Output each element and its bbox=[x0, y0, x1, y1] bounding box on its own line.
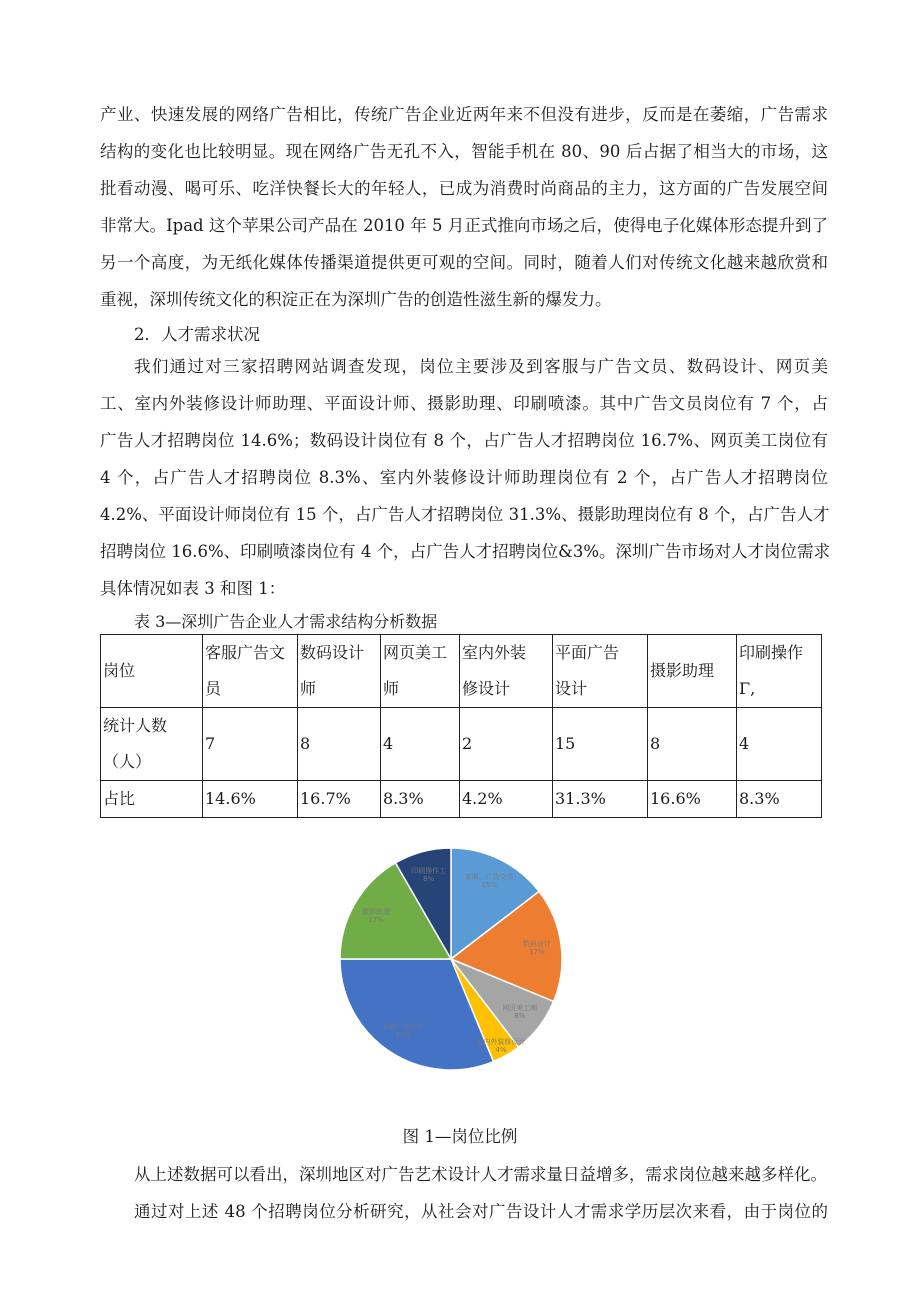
conclusion-line: 通过对上述 48 个招聘岗位分析研究，从社会对广告设计人才需求学历层次来看，由于岗位的 bbox=[134, 1202, 828, 1221]
table-cell: 统计人数 （人） bbox=[101, 708, 203, 781]
text-line: 非常大。Ipad 这个苹果公司产品在 2010 年 5 月正式推向市场之后，使得电子化媒体形态提升到了 bbox=[100, 216, 828, 235]
text-line: 另一个高度，为无纸化媒体传播渠道提供更可观的空间。同时，随着人们对传统文化越来越欣赏和 bbox=[100, 253, 828, 272]
table-cell: 4 bbox=[737, 708, 822, 781]
table-cell: 室内外装 修设计 bbox=[460, 635, 553, 708]
table-cell: 8 bbox=[648, 708, 737, 781]
table-cell: 印刷操作 Γ, bbox=[737, 635, 822, 708]
text-line: 我们通过对三家招聘网站调查发现，岗位主要涉及到客服与广告文员、数码设计、网页美 bbox=[134, 357, 828, 376]
text-line: 工、室内外装修设计师助理、平面设计师、摄影助理、印刷喷漆。其中广告文员岗位有 7 个，占 bbox=[100, 394, 828, 413]
table-cell: 2 bbox=[460, 708, 553, 781]
intro-paragraph bbox=[100, 96, 828, 318]
table-cell: 8.3% bbox=[737, 781, 822, 818]
table-cell: 8 bbox=[298, 708, 381, 781]
table-cell: 31.3% bbox=[553, 781, 648, 818]
survey-paragraph bbox=[100, 348, 831, 607]
table-cell: 15 bbox=[553, 708, 648, 781]
table-cell: 摄影助理 bbox=[648, 635, 737, 708]
text-line: 4 个，占广告人才招聘岗位 8.3%、室内外装修设计师助理岗位有 2 个，占广告人才招聘岗位 bbox=[100, 468, 828, 487]
table-cell: 网页美工 师 bbox=[381, 635, 460, 708]
table-cell: 14.6% bbox=[203, 781, 298, 818]
text-line: 具体情况如表 3 和图 1： bbox=[100, 579, 286, 598]
pie-chart bbox=[316, 820, 600, 1082]
section-heading: 2．人才需求状况 bbox=[134, 325, 260, 344]
pie-data-label: 数码设计 17% bbox=[522, 939, 551, 956]
pie-data-label: 客服、广告文员 15% bbox=[464, 873, 514, 890]
table-cell: 7 bbox=[203, 708, 298, 781]
table-cell: 4 bbox=[381, 708, 460, 781]
table-cell: 岗位 bbox=[101, 635, 203, 708]
text-line: 广告人才招聘岗位 14.6%；数码设计岗位有 8 个，占广告人才招聘岗位 16.7%、网页美工岗位有 bbox=[100, 431, 828, 450]
pie-data-label: 平面广告设计 31% bbox=[381, 1022, 424, 1039]
text-line: 招聘岗位 16.6%、印刷喷漆岗位有 4 个，占广告人才招聘岗位&3%。深圳广告市场对人才岗位需求 bbox=[100, 542, 831, 561]
table-cell: 客服广告文 员 bbox=[203, 635, 298, 708]
text-line: 结构的变化也比较明显。现在网络广告无孔不入，智能手机在 80、90 后占据了相当大的市场，这 bbox=[100, 142, 828, 161]
table-cell: 4.2% bbox=[460, 781, 553, 818]
pie-data-label: 摄影助理 17% bbox=[362, 907, 391, 924]
text-line: 产业、快速发展的网络广告相比，传统广告企业近两年来不但没有进步，反而是在萎缩，广告需求 bbox=[100, 105, 828, 124]
figure-caption: 图 1—岗位比例 bbox=[402, 1127, 518, 1146]
table-cell: 占比 bbox=[101, 781, 203, 818]
table-row bbox=[101, 708, 822, 781]
table-cell: 8.3% bbox=[381, 781, 460, 818]
table-cell: 16.6% bbox=[648, 781, 737, 818]
table-cell: 数码设计 师 bbox=[298, 635, 381, 708]
text-line: 4.2%、平面设计师岗位有 15 个，占广告人才招聘岗位 31.3%、摄影助理岗位有 8 个，占广告人才 bbox=[100, 505, 830, 524]
table-cell: 平面广告 设计 bbox=[553, 635, 648, 708]
pie-data-label: 印刷操作工 8% bbox=[411, 867, 447, 884]
table-row bbox=[101, 781, 822, 818]
demand-table bbox=[100, 634, 822, 818]
table-cell: 16.7% bbox=[298, 781, 381, 818]
text-line: 重视，深圳传统文化的积淀正在为深圳广告的创造性滋生新的爆发力。 bbox=[100, 290, 612, 309]
conclusion-line: 从上述数据可以看出，深圳地区对广告艺术设计人才需求量日益增多，需求岗位越来越多样化。 bbox=[134, 1165, 827, 1184]
pie-data-label: 室内外装修设计 4% bbox=[476, 1037, 526, 1054]
text-line: 批看动漫、喝可乐、吃洋快餐长大的年轻人，已成为消费时尚商品的主力，这方面的广告发展空间 bbox=[100, 179, 828, 198]
pie-data-label: 网页美工师 8% bbox=[502, 1003, 538, 1020]
table-row bbox=[101, 635, 822, 708]
table-caption: 表 3—深圳广告企业人才需求结构分析数据 bbox=[134, 612, 438, 631]
